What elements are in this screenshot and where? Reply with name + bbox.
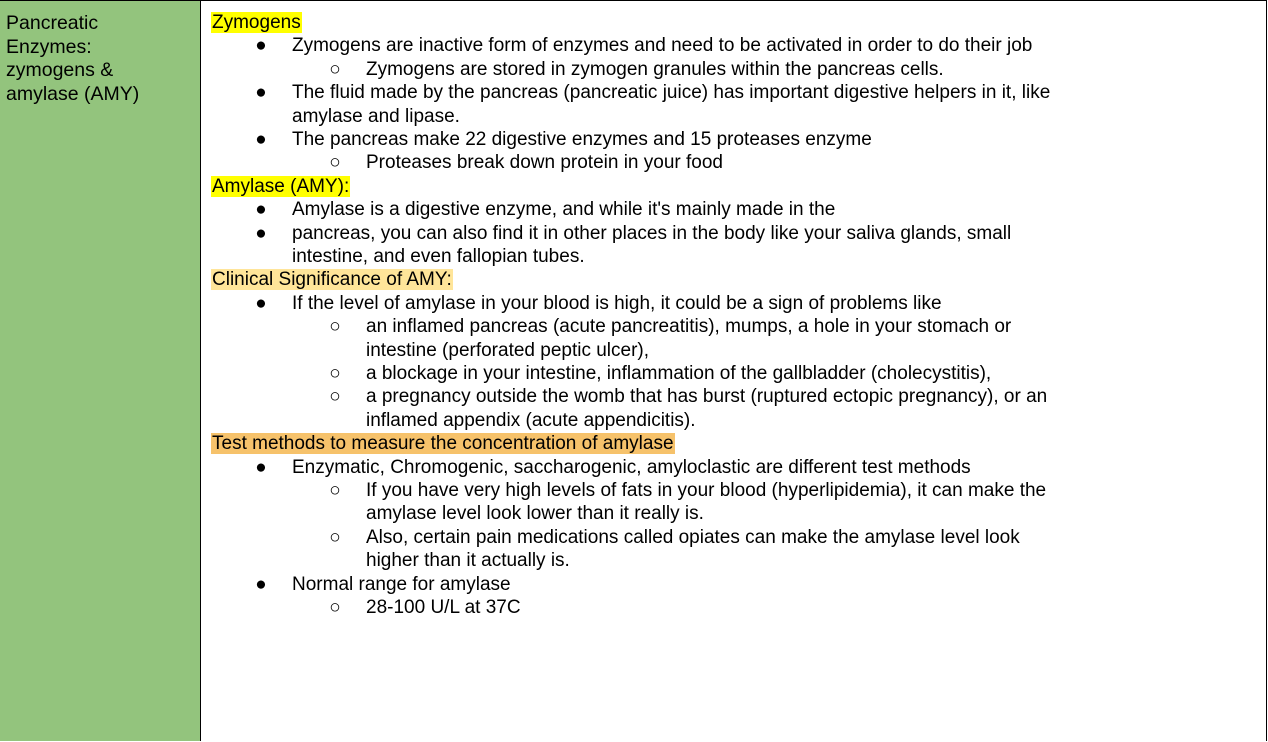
list-item-text: a pregnancy outside the womb that has burst (ruptured ectopic pregnancy), or an xyxy=(366,386,1048,408)
bullet-icon: ● xyxy=(255,292,267,314)
list-item-text: Also, certain pain medications called opiates can make the amylase level look xyxy=(366,526,1020,548)
section-heading-text: Amylase (AMY): xyxy=(212,175,350,197)
list-item-text: Zymogens are inactive form of enzymes and need to be activated in order to do their job xyxy=(292,35,1033,57)
list-item-text: If the level of amylase in your blood is high, it could be a sign of problems like xyxy=(292,292,942,314)
list-item-text: higher than it actually is. xyxy=(366,550,570,572)
list-item xyxy=(211,34,1266,57)
section-heading-text: Clinical Significance of AMY: xyxy=(212,269,452,291)
content-cell xyxy=(201,1,1266,741)
bullet-icon: ● xyxy=(255,222,267,244)
bullet-icon: ● xyxy=(255,35,267,57)
list-item xyxy=(211,128,1266,151)
list-item-text: Normal range for amylase xyxy=(292,573,511,595)
list-item xyxy=(211,198,1266,221)
list-item-text: 28-100 U/L at 37C xyxy=(366,597,521,619)
section-heading-text: Test methods to measure the concentration of amylase xyxy=(212,433,674,455)
topic-cell xyxy=(0,1,201,741)
section-heading xyxy=(211,432,1266,455)
sub-list-item xyxy=(211,58,1266,81)
section-clinical-significance xyxy=(211,268,1266,432)
section-heading xyxy=(211,175,1266,198)
list-item-text: Enzymatic, Chromogenic, saccharogenic, amyloclastic are different test methods xyxy=(292,456,971,478)
list-item xyxy=(211,222,1266,269)
hollow-bullet-icon: ○ xyxy=(329,386,341,408)
list-item-text: a blockage in your intestine, inflammation of the gallbladder (cholecystitis), xyxy=(366,363,992,385)
list-item-text: The pancreas make 22 digestive enzymes and 15 proteases enzyme xyxy=(292,129,872,151)
sub-list-item xyxy=(211,526,1266,573)
list-item-text: Proteases break down protein in your food xyxy=(366,152,723,174)
section-amylase xyxy=(211,175,1266,269)
list-item xyxy=(211,292,1266,315)
bullet-icon: ● xyxy=(255,456,267,478)
topic-title-line: Pancreatic xyxy=(6,12,99,34)
list-item xyxy=(211,81,1266,128)
list-item xyxy=(211,456,1266,479)
topic-title-line: amylase (AMY) xyxy=(6,82,140,105)
list-item-text: intestine (perforated peptic ulcer), xyxy=(366,339,650,361)
list-item-text: inflamed appendix (acute appendicitis). xyxy=(366,409,696,431)
sub-list-item xyxy=(211,385,1266,432)
list-item-text: If you have very high levels of fats in your blood (hyperlipidemia), it can make the xyxy=(366,480,1047,502)
hollow-bullet-icon: ○ xyxy=(329,152,341,174)
bullet-icon: ● xyxy=(255,199,267,221)
topic-title-line: Enzymes: xyxy=(6,35,92,58)
hollow-bullet-icon: ○ xyxy=(329,526,341,548)
section-zymogens xyxy=(211,11,1266,175)
hollow-bullet-icon: ○ xyxy=(329,597,341,619)
list-item-text: amylase level look lower than it really is. xyxy=(366,503,704,525)
list-item-text: Zymogens are stored in zymogen granules within the pancreas cells. xyxy=(366,58,944,80)
list-item-text: intestine, and even fallopian tubes. xyxy=(292,246,585,268)
section-heading-text: Zymogens xyxy=(212,12,301,33)
bullet-icon: ● xyxy=(255,82,267,104)
sub-list-item xyxy=(211,596,1266,619)
list-item-text: Amylase is a digestive enzyme, and while it's mainly made in the xyxy=(292,199,836,221)
section-test-methods xyxy=(211,432,1266,619)
sub-list-item xyxy=(211,362,1266,385)
list-item-text: The fluid made by the pancreas (pancreatic juice) has important digestive helpers in it, like xyxy=(292,82,1051,104)
section-heading xyxy=(211,268,1266,291)
topic-title-line: zymogens & xyxy=(6,59,114,81)
list-item-text: amylase and lipase. xyxy=(292,105,460,127)
list-item-text: an inflamed pancreas (acute pancreatitis), mumps, a hole in your stomach or xyxy=(366,316,1012,338)
bullet-icon: ● xyxy=(255,573,267,595)
hollow-bullet-icon: ○ xyxy=(329,480,341,502)
sub-list-item xyxy=(211,479,1266,526)
hollow-bullet-icon: ○ xyxy=(329,316,341,338)
section-heading xyxy=(211,11,1266,34)
hollow-bullet-icon: ○ xyxy=(329,363,341,385)
list-item xyxy=(211,573,1266,596)
list-item-text: pancreas, you can also find it in other places in the body like your saliva glands, small xyxy=(292,222,1012,244)
sub-list-item xyxy=(211,151,1266,174)
bullet-icon: ● xyxy=(255,129,267,151)
hollow-bullet-icon: ○ xyxy=(329,58,341,80)
sub-list-item xyxy=(211,315,1266,362)
